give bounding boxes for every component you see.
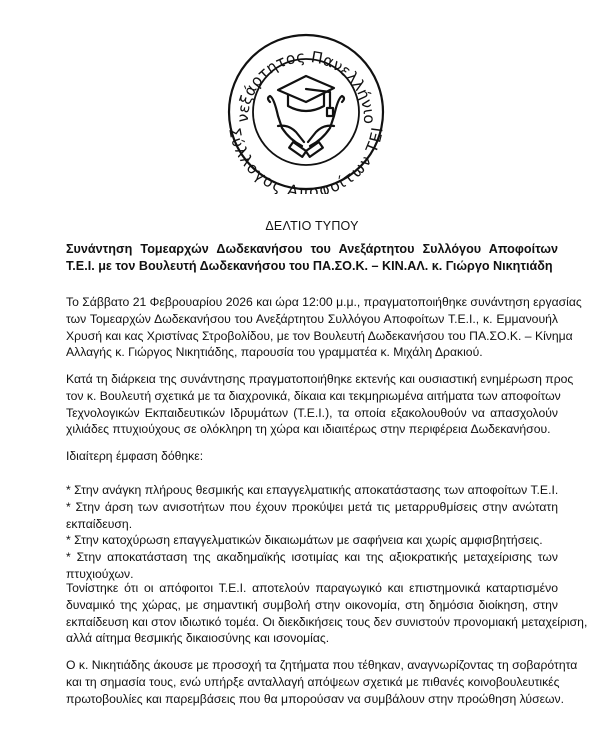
bullet-item [66, 549, 558, 583]
text-line: τον κ. Βουλευτή σχετικά με τα διαχρονικά, δίκαια και τεκμηριωμένα αιτήματα των αποφοίτων [66, 388, 561, 403]
text-line: πρωτοβουλίες και παρεμβάσεις που θα μπορούσαν να συμβάλουν στην προώθηση λύσεων. [66, 691, 565, 706]
text-line: εκπαίδευση και στον ιδιωτικό τομέα. Οι διεκδικήσεις τους δεν συνιστούν προνομιακή μεταχείριση, [66, 614, 588, 629]
bullet-item [66, 482, 558, 499]
paragraph-mp-response [66, 657, 578, 707]
emphasis-bullet-list [66, 482, 558, 583]
text-line: Τεχνολογικών Εκπαιδευτικών Ιδρυμάτων (Τ.Ε.Ι.), τα οποία εξακολουθούν να απασχολούν [66, 405, 558, 420]
text-line: * Στην κατοχύρωση επαγγελματικών δικαιωμάτων με σαφήνεια και χωρίς αμφισβητήσεις. [66, 533, 543, 548]
text-line: εκπαίδευση. [66, 516, 133, 531]
text-line: και τη σημασία τους, ενώ υπήρξε ανταλλαγή απόψεων σχετικά με πιθανές κοινοβουλευτικές [66, 674, 560, 689]
logo-top-text: νεξάρτητος Πανελλήνιο [233, 47, 379, 125]
bullet-item [66, 499, 558, 533]
logo-bottom-text: Σύλλογος Αποφοίτων ΤΕΙ [226, 126, 386, 194]
paragraph-briefing [66, 371, 574, 438]
text-line: Αλλαγής κ. Γιώργος Νικητιάδης, παρουσία του γραμματέα κ. Μιχάλη Δρακιού. [66, 345, 483, 360]
text-line: Χρυσή και κας Χριστίνας Στροβολίδου, με τον Βουλευτή Δωδεκανήσου του ΠΑ.ΣΟ.Κ. – Κίνημα [66, 328, 573, 343]
paragraph-meeting-details [66, 294, 582, 361]
paragraph-graduates-role [66, 580, 588, 647]
document-title: ΔΕΛΤΙΟ ΤΥΠΟΥ [265, 219, 359, 233]
text-line: δυναμικό της χώρας, με σημαντική συμβολή στην οικονομία, στη δημόσια διοίκηση, στην [66, 597, 558, 612]
text-line: αλλά αίτημα θεσμικής δικαιοσύνης και ισονομίας. [66, 631, 330, 646]
text-line: * Στην αποκατάσταση της ακαδημαϊκής ισοτιμίας και της αξιοκρατικής μεταχείρισης των [66, 550, 558, 565]
text-line: Κατά τη διάρκεια της συνάντησης πραγματοποιήθηκε εκτενής και ουσιαστική ενημέρωση προς [66, 372, 574, 386]
text-line: Τονίστηκε ότι οι απόφοιτοι Τ.Ε.Ι. αποτελούν παραγωγικό και επιστημονικά καταρτισμένο [66, 581, 558, 595]
text-line: των Τομεαρχών Δωδεκανήσου του Ανεξάρτητου Συλλόγου Αποφοίτων Τ.Ε.Ι., κ. Εμμανουήλ [66, 311, 558, 326]
hands-icon [268, 96, 344, 157]
text-line: Ιδιαίτερη έμφαση δόθηκε: [66, 449, 204, 463]
association-logo [226, 28, 386, 194]
document-heading: Συνάντηση Τομεαρχών Δωδεκανήσου του Ανεξάρτητου Συλλόγου Αποφοίτων Τ.Ε.Ι. με τον Βουλευτή Δωδεκανήσου του ΠΑ.ΣΟ.Κ. – ΚΙΝ.ΑΛ. κ. Γιώργο Νικητιάδη [66, 242, 558, 273]
text-line: * Στην ανάγκη πλήρους θεσμικής και επαγγελματικής αποκατάστασης των αποφοίτων Τ.Ε.Ι. [66, 483, 559, 497]
text-line: Το Σάββατο 21 Φεβρουαρίου 2026 και ώρα 12:00 μ.μ., πραγματοποιήθηκε συνάντηση εργασίας [66, 295, 582, 309]
bullet-item [66, 532, 558, 549]
text-line: χιλιάδες πτυχιούχους σε ολόκληρη τη χώρα και ιδιαιτέρως στην περιφέρεια Δωδεκανήσου. [66, 422, 551, 437]
text-line: Ο κ. Νικητιάδης άκουσε με προσοχή τα ζητήματα που τέθηκαν, αναγνωρίζοντας τη σοβαρότητα [66, 658, 578, 672]
graduation-cap-icon [278, 76, 334, 116]
logo-seal [226, 28, 386, 194]
text-line: πτυχιούχων. [66, 566, 134, 581]
text-line: * Στην άρση των ανισοτήτων που έχουν προκύψει μετά τις μεταρρυθμίσεις στην ανώτατη [66, 499, 558, 514]
paragraph-emphasis-intro [66, 448, 558, 465]
